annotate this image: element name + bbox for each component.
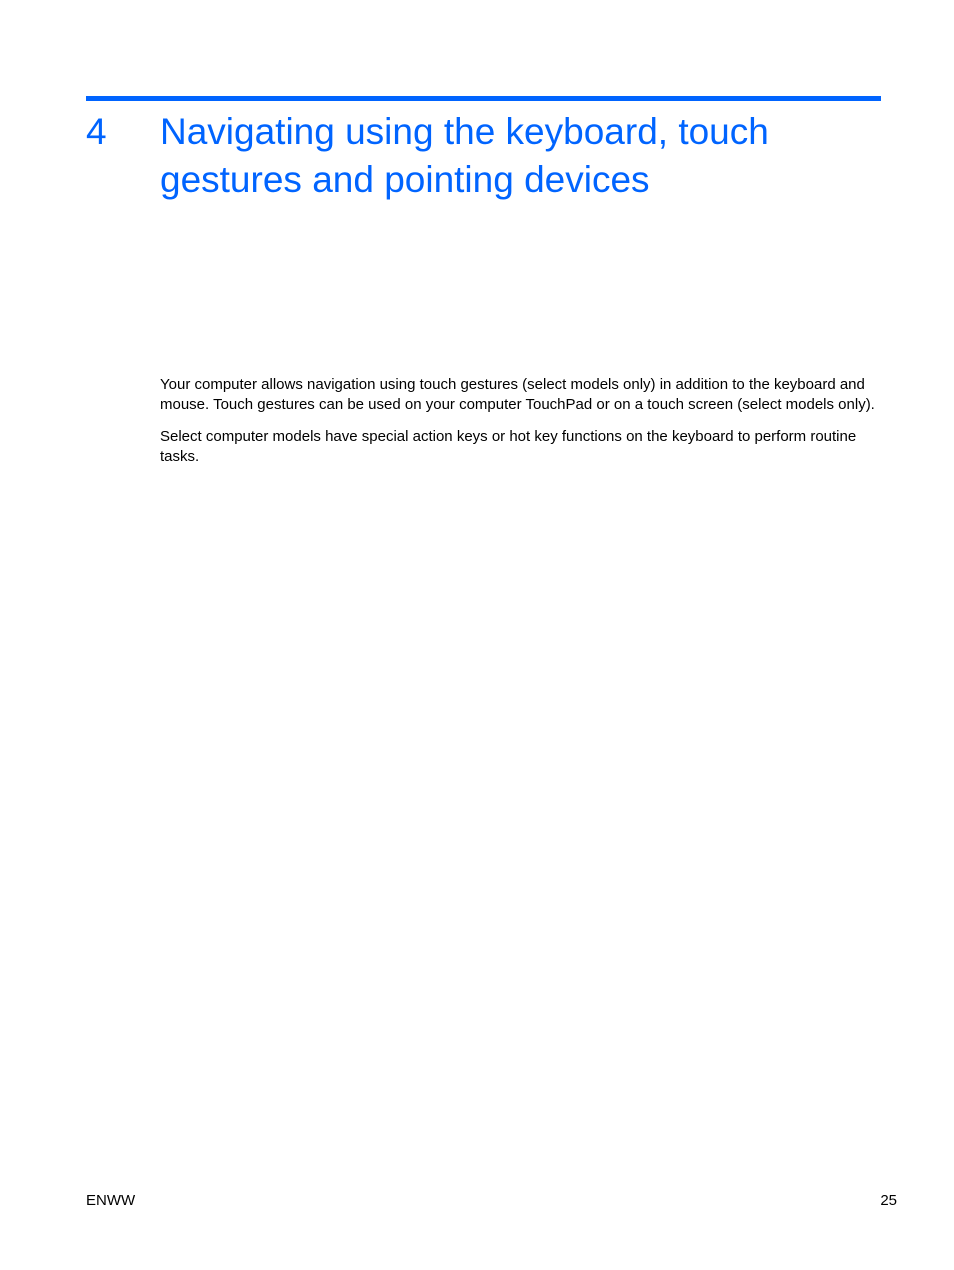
intro-paragraph: Your computer allows navigation using touch gestures (select models only) in addition to the keyboard and mouse. Touch gestures can be used on your computer TouchPad or on a touch screen (select models only). xyxy=(160,376,875,413)
body-text xyxy=(160,375,885,479)
page-number: 25 xyxy=(880,1192,897,1209)
chapter-title: Navigating using the keyboard, touch gestures and pointing devices xyxy=(160,111,769,200)
action-keys-paragraph: Select computer models have special action keys or hot key functions on the keyboard to perform routine tasks. xyxy=(160,428,857,465)
chapter-rule xyxy=(86,96,881,101)
footer-label: ENWW xyxy=(86,1192,136,1209)
chapter-number: 4 xyxy=(86,111,107,152)
